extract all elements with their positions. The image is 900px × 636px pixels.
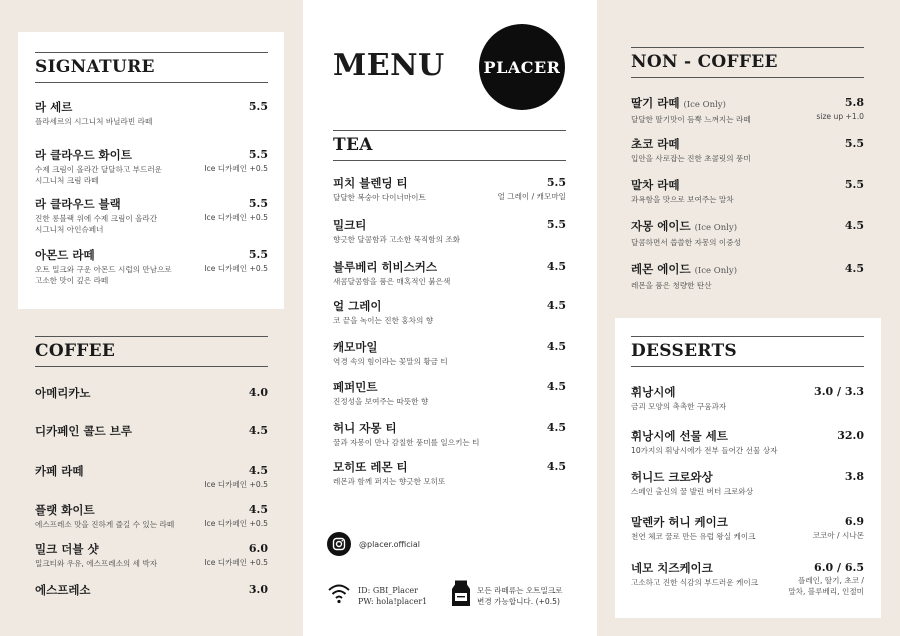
- menu-item: [333, 176, 566, 203]
- tea-card: [303, 0, 597, 636]
- menu-item: [35, 542, 268, 569]
- menu-item-description: 달콤하면서 씁쓸한 자몽의 이중성: [631, 238, 741, 247]
- menu-item-description: 고소하고 진한 식감의 부드러운 케이크: [631, 578, 759, 587]
- menu-item-description: 진정성을 보여주는 따뜻한 향: [333, 397, 429, 406]
- menu-item-name-text: 허니 자몽 티: [333, 421, 397, 435]
- menu-item-note: (Ice Only): [694, 223, 738, 233]
- menu-item-price: 5.5: [844, 137, 864, 150]
- menu-item: [333, 421, 566, 448]
- menu-item-price: 5.5: [248, 248, 268, 261]
- menu-item-price: 5.5: [546, 218, 566, 231]
- oat-note-line: 변경 가능합니다. (+0.5): [477, 597, 560, 606]
- instagram-icon: [327, 532, 351, 556]
- menu-item-name: [35, 148, 268, 163]
- menu-item-price: 6.0 / 6.5: [814, 561, 864, 574]
- wifi-info: [358, 585, 427, 607]
- menu-item-price: 4.0: [248, 386, 268, 399]
- menu-item-name-text: 밀크 더블 샷: [35, 542, 99, 556]
- wifi-id: ID: GBI_Placer: [358, 586, 418, 595]
- menu-item-description: 10가지의 휘낭시에가 전부 들어간 선물 상자: [631, 446, 778, 455]
- menu-item-description: 역경 속의 힘이라는 꽃말의 황금 티: [333, 357, 448, 366]
- menu-item-name-text: 블루베리 히비스커스: [333, 260, 437, 274]
- menu-item-name-text: 딸기 라떼: [631, 96, 680, 110]
- menu-item: [631, 262, 864, 291]
- menu-item-description: 레몬과 함께 퍼지는 향긋한 모히또: [333, 477, 446, 486]
- menu-item-name: [631, 262, 864, 279]
- menu-item-description: 코 끝을 녹이는 진한 홍차의 향: [333, 316, 434, 325]
- menu-item-name-text: 허니드 크로와상: [631, 470, 713, 484]
- menu-item: [333, 299, 566, 326]
- menu-item-description: 에스프레소 맛을 진하게 즐길 수 있는 라떼: [35, 520, 175, 529]
- menu-item-description: 향긋한 달콤함과 고소한 묵직함의 조화: [333, 235, 461, 244]
- menu-item: [35, 148, 268, 186]
- divider: [35, 82, 268, 83]
- menu-item-price: 6.9: [844, 515, 864, 528]
- menu-item-price: 5.5: [248, 148, 268, 161]
- menu-item: [35, 503, 268, 530]
- menu-item-price: 4.5: [546, 380, 566, 393]
- menu-item-name: [35, 248, 268, 263]
- menu-item-price: 5.8: [844, 96, 864, 109]
- menu-item: [631, 561, 864, 596]
- menu-item-description: 과욕함을 맛으로 보여주는 말차: [631, 195, 734, 204]
- menu-item-price: 4.5: [844, 262, 864, 275]
- menu-item-description: 진한 롱블랙 위에 수제 크림이 올라간 시그니처 아인슈페너: [35, 214, 158, 234]
- menu-item-price: 3.8: [844, 470, 864, 483]
- menu-item-name: [631, 429, 864, 444]
- menu-item-price: 5.5: [248, 197, 268, 210]
- menu-item-name: [35, 542, 268, 557]
- menu-item-name-text: 네모 치즈케이크: [631, 561, 713, 575]
- menu-item: [333, 260, 566, 287]
- menu-item-name: [631, 137, 864, 152]
- menu-item-price: 4.5: [546, 460, 566, 473]
- section-title-desserts: DESSERTS: [631, 341, 737, 361]
- menu-item-name: [35, 386, 268, 401]
- menu-item-option: Ice 디카페인 +0.5: [204, 519, 268, 528]
- menu-item-price: 3.0 / 3.3: [814, 385, 864, 398]
- menu-item-price: 4.5: [248, 503, 268, 516]
- menu-item-description: 레몬을 품은 청량한 탄산: [631, 281, 712, 290]
- desserts-card: [615, 318, 881, 618]
- section-title-tea: TEA: [333, 135, 373, 155]
- menu-item-price: 32.0: [837, 429, 864, 442]
- section-title-coffee: COFFEE: [35, 341, 116, 361]
- menu-item: [333, 380, 566, 407]
- milk-carton-icon: [451, 580, 471, 611]
- menu-item-price: 5.5: [546, 176, 566, 189]
- menu-item: [35, 248, 268, 286]
- section-title-non-coffee: NON - COFFEE: [631, 52, 778, 72]
- menu-item-name-text: 카페 라떼: [35, 464, 84, 478]
- coffee-section: [35, 336, 268, 367]
- section-title-signature: SIGNATURE: [35, 57, 155, 77]
- menu-item: [631, 96, 864, 125]
- menu-item-name-text: 라 클라우드 화이트: [35, 148, 132, 162]
- menu-item-name-text: 캐모마일: [333, 340, 378, 354]
- menu-heading: MENU: [333, 48, 445, 83]
- instagram-row: [327, 532, 420, 556]
- menu-item-option: Ice 디카페인 +0.5: [204, 164, 268, 173]
- wifi-pw: PW: hola!placer1: [358, 597, 428, 606]
- non-coffee-section: [631, 47, 864, 78]
- menu-item-note: (Ice Only): [694, 266, 738, 276]
- menu-item-name: [35, 464, 268, 479]
- menu-item-name-text: 레몬 에이드: [631, 262, 691, 276]
- menu-item-description: 달달한 딸기맛이 듬뿍 느껴지는 라떼: [631, 115, 751, 124]
- signature-card: [18, 32, 284, 309]
- menu-item-name: [631, 219, 864, 236]
- menu-item-name: [333, 380, 566, 395]
- menu-item-description: 수제 크림이 올라간 달달하고 부드러운 시그니처 크림 라떼: [35, 165, 163, 185]
- menu-item-name-text: 아몬드 라떼: [35, 248, 95, 262]
- menu-item-name-text: 초코 라떼: [631, 137, 680, 151]
- logo-text: PLACER: [483, 57, 561, 77]
- menu-item-name: [35, 197, 268, 212]
- menu-item-description: 밀크티와 우유, 에스프레소의 세 박자: [35, 559, 158, 568]
- menu-item-name-text: 라 클라우드 블랙: [35, 197, 121, 211]
- menu-item: [333, 340, 566, 367]
- menu-item: [35, 583, 268, 598]
- menu-item: [35, 197, 268, 235]
- menu-item-name-text: 라 세르: [35, 100, 73, 114]
- menu-item-price: 4.5: [248, 424, 268, 437]
- menu-item-option: 얼 그레이 / 캐모마일: [497, 192, 566, 201]
- menu-item-price: 4.5: [546, 340, 566, 353]
- menu-item: [35, 100, 268, 127]
- menu-item-name-text: 휘낭시에: [631, 385, 676, 399]
- menu-item: [631, 429, 864, 456]
- divider: [631, 77, 864, 78]
- wifi-icon: [327, 582, 351, 608]
- menu-item-name: [333, 299, 566, 314]
- menu-item-name-text: 플랫 화이트: [35, 503, 95, 517]
- menu-item: [631, 470, 864, 497]
- menu-item-name-text: 자몽 에이드: [631, 219, 691, 233]
- menu-item-name: [631, 515, 864, 530]
- menu-item: [631, 178, 864, 205]
- menu-item-name-text: 에스프레소: [35, 583, 91, 597]
- menu-item-name-text: 페퍼민트: [333, 380, 378, 394]
- menu-item-price: 4.5: [546, 421, 566, 434]
- menu-item-name-text: 휘낭시에 선물 세트: [631, 429, 728, 443]
- menu-item-name: [333, 176, 566, 191]
- menu-item-price: 4.5: [844, 219, 864, 232]
- menu-item-price: 4.5: [546, 260, 566, 273]
- menu-item-description: 천연 체코 꿀로 만든 유럽 왕실 케이크: [631, 532, 756, 541]
- menu-item-price: 4.5: [248, 464, 268, 477]
- menu-item: [631, 137, 864, 164]
- menu-item-price: 4.5: [546, 299, 566, 312]
- menu-item-name-text: 피치 블렌딩 티: [333, 176, 408, 190]
- instagram-handle: @placer.official: [359, 539, 420, 549]
- menu-item-name: [333, 421, 566, 436]
- menu-item-name: [35, 424, 268, 439]
- menu-item-name-text: 디카페인 콜드 브루: [35, 424, 132, 438]
- menu-item-description: 달달한 복숭아 다이너마이트: [333, 193, 426, 202]
- menu-item-name: [333, 218, 566, 233]
- menu-item-option: Ice 디카페인 +0.5: [204, 264, 268, 273]
- menu-item-description: 스페인 출신의 꿀 발린 버터 크로와상: [631, 487, 754, 496]
- menu-item-name-text: 말렌카 허니 케이크: [631, 515, 728, 529]
- menu-item: [631, 219, 864, 248]
- menu-item-description: 입안을 사로잡는 진한 초콜릿의 풍미: [631, 154, 751, 163]
- menu-item-name: [333, 260, 566, 275]
- menu-item-name-text: 밀크티: [333, 218, 367, 232]
- menu-item-option: 플레인, 딸기, 초코 / 말차, 블루베리, 인절미: [788, 576, 864, 596]
- menu-item: [333, 460, 566, 487]
- menu-item-option: 코코아 / 시나몬: [812, 531, 864, 540]
- menu-item-description: 꿀과 자몽이 만나 감칠한 풍미를 일으키는 티: [333, 438, 480, 447]
- menu-item-description: 새콤달콤함을 품은 매혹적인 붉은색: [333, 277, 451, 286]
- menu-item: [35, 464, 268, 489]
- menu-item-option: Ice 디카페인 +0.5: [204, 558, 268, 567]
- menu-item-name: [631, 470, 864, 485]
- menu-item: [35, 424, 268, 439]
- menu-item-name: [35, 100, 268, 115]
- menu-item-option: size up +1.0: [816, 112, 864, 121]
- menu-item-name: [333, 340, 566, 355]
- menu-item-price: 6.0: [248, 542, 268, 555]
- menu-item-option: Ice 디카페인 +0.5: [204, 480, 268, 489]
- menu-item-price: 3.0: [248, 583, 268, 596]
- menu-item: [631, 385, 864, 412]
- menu-item-description: 오트 밀크와 구운 아몬드 시럽의 만남으로 고소한 맛이 깊은 라떼: [35, 265, 172, 285]
- menu-item-name: [631, 178, 864, 193]
- menu-item: [35, 386, 268, 401]
- menu-item-description: 금괴 모양의 촉촉한 구움과자: [631, 402, 727, 411]
- menu-item-description: 플라세르의 시그니처 바닐라빈 라떼: [35, 117, 153, 126]
- menu-item-price: 5.5: [844, 178, 864, 191]
- logo: [479, 24, 565, 110]
- menu-item-name: [35, 583, 268, 598]
- menu-item-name-text: 모히또 레몬 티: [333, 460, 408, 474]
- menu-item: [333, 218, 566, 245]
- oat-milk-note: [477, 585, 563, 607]
- divider: [333, 160, 566, 161]
- menu-item-option: Ice 디카페인 +0.5: [204, 213, 268, 222]
- menu-item: [631, 515, 864, 542]
- menu-item-name-text: 얼 그레이: [333, 299, 382, 313]
- menu-item-name: [333, 460, 566, 475]
- oat-note-line: 모든 라떼류는 오트밀크로: [477, 586, 563, 595]
- menu-item-name-text: 말차 라떼: [631, 178, 680, 192]
- menu-item-note: (Ice Only): [683, 100, 726, 110]
- menu-item-name: [35, 503, 268, 518]
- menu-item-name-text: 아메리카노: [35, 386, 91, 400]
- divider: [631, 366, 864, 367]
- divider: [35, 366, 268, 367]
- menu-item-price: 5.5: [248, 100, 268, 113]
